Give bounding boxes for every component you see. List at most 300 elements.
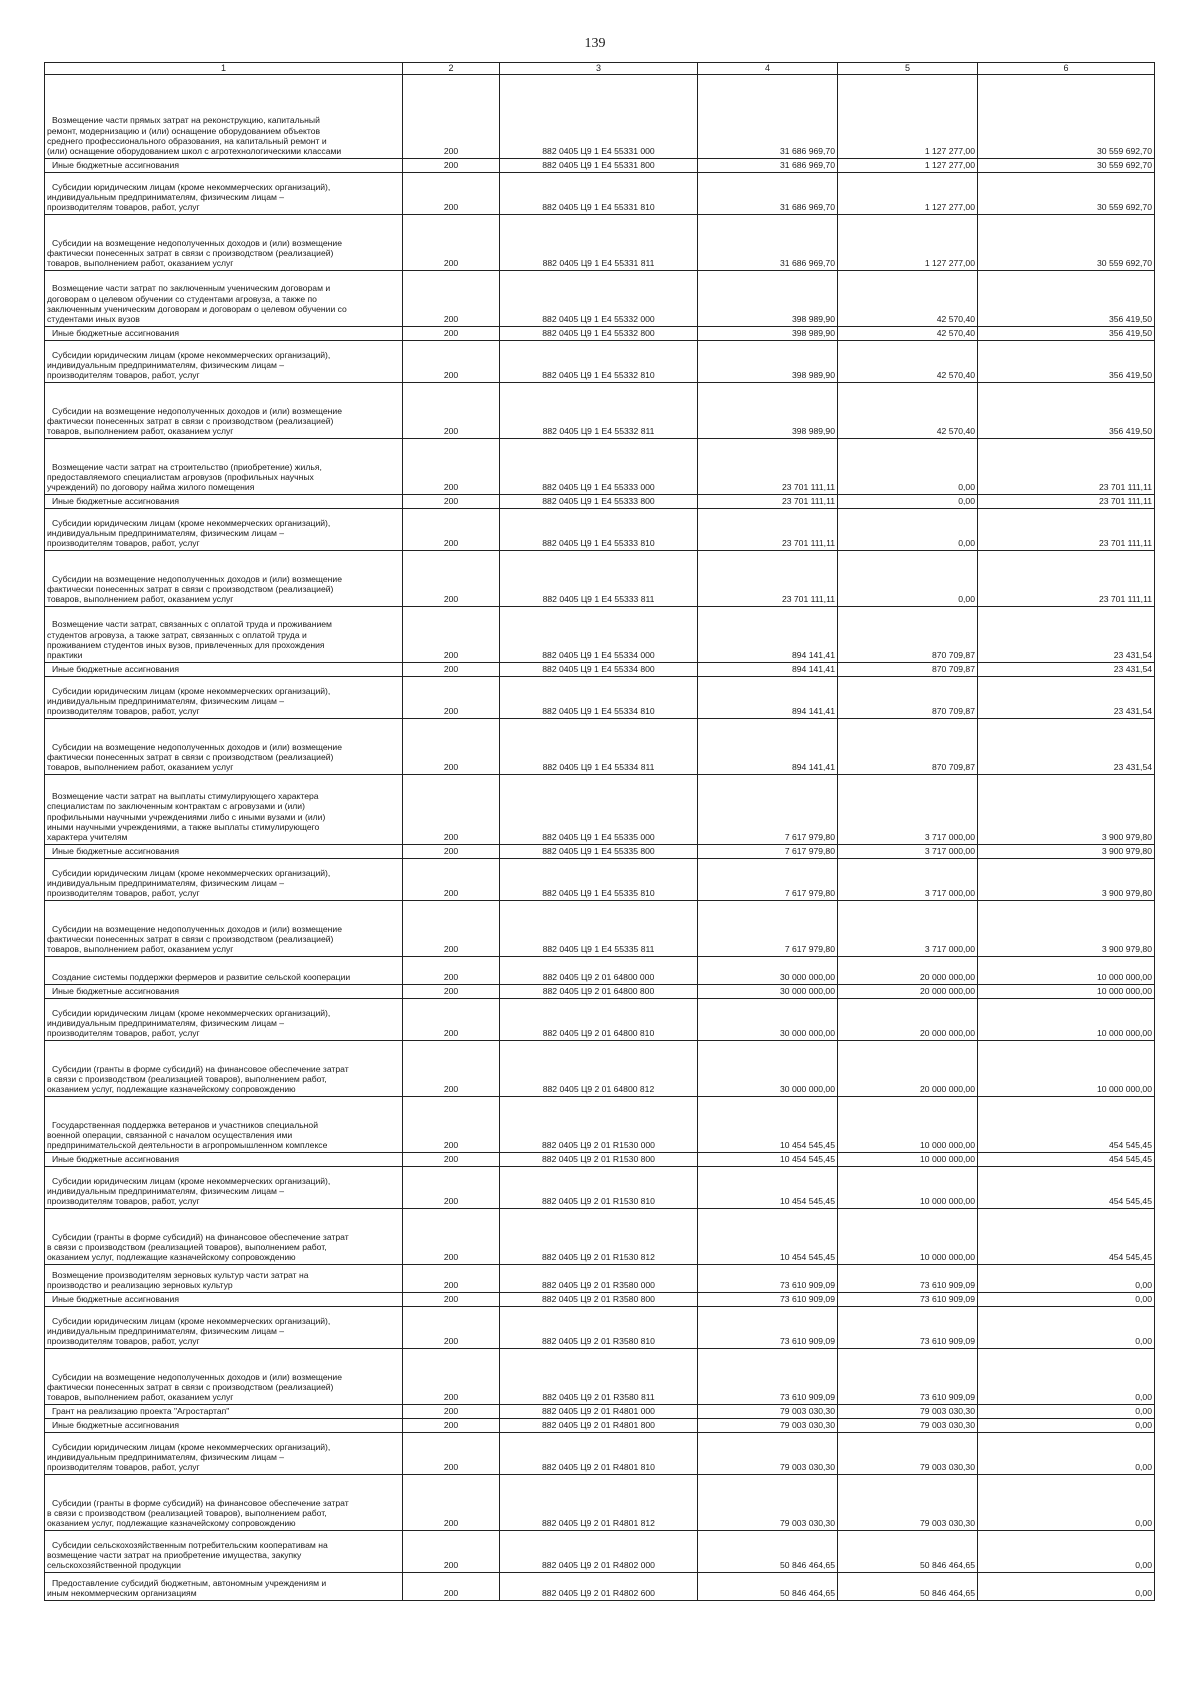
row-value-col6: 23 701 111,11: [978, 550, 1155, 606]
row-classification: 882 0405 Ц9 2 01 R4802 000: [500, 1530, 698, 1572]
row-name-line: Возмещение производителям зерновых культур части затрат на: [52, 1270, 309, 1280]
row-name-line: Субсидии юридическим лицам (кроме некоммерческих организаций),: [52, 1007, 331, 1018]
table-row: [45, 984, 1155, 998]
row-value-col4: 894 141,41: [698, 606, 838, 662]
row-name-line: индивидуальным предпринимателям, физическим лицам –: [47, 878, 285, 888]
row-code: 200: [403, 774, 500, 844]
column-number-row: [45, 63, 1155, 75]
row-name: [45, 270, 403, 326]
row-name-line: студентов агровуза, а также затрат, связанных с оплатой труда и: [47, 629, 307, 640]
row-value-col5: 73 610 909,09: [838, 1292, 978, 1306]
row-value-col4: 7 617 979,80: [698, 900, 838, 956]
row-name-line: студентами иных вузов: [47, 314, 140, 325]
table-row: [45, 74, 1155, 158]
row-name-line: производителям товаров, работ, услуг: [47, 1028, 200, 1039]
row-code: 200: [403, 382, 500, 438]
row-classification: 882 0405 Ц9 2 01 64800 812: [500, 1040, 698, 1096]
row-name-line: проживанием студентов иных вузов, привлеченных для прохождения: [47, 640, 325, 650]
row-value-col6: 23 701 111,11: [978, 508, 1155, 550]
row-name: [45, 956, 403, 984]
row-name-line: в связи с производством (реализацией товаров), выполнением работ,: [47, 1508, 327, 1518]
row-code: 200: [403, 158, 500, 172]
row-classification: 882 0405 Ц9 2 01 R3580 800: [500, 1292, 698, 1306]
row-name-line: Субсидии юридическим лицам (кроме некоммерческих организаций),: [52, 517, 331, 528]
column-header-3: 3: [500, 63, 698, 75]
row-code: 200: [403, 1306, 500, 1348]
row-classification: 882 0405 Ц9 1 Е4 55334 800: [500, 662, 698, 676]
row-value-col6: 23 701 111,11: [978, 494, 1155, 508]
page-number: 139: [584, 36, 606, 51]
row-classification: 882 0405 Ц9 2 01 R3580 000: [500, 1264, 698, 1292]
row-value-col6: 0,00: [978, 1432, 1155, 1474]
row-name-line: фактически понесенных затрат в связи с производством (реализацией): [47, 752, 334, 762]
row-value-col6: 23 431,54: [978, 676, 1155, 718]
row-name-line: иными научными учреждениями, а также выплаты стимулирующего: [47, 822, 320, 832]
row-name: [45, 844, 403, 858]
row-name-line: производителям товаров, работ, услуг: [47, 1336, 200, 1347]
row-classification: 882 0405 Ц9 2 01 R3580 811: [500, 1348, 698, 1404]
table-row: [45, 956, 1155, 984]
row-value-col5: 20 000 000,00: [838, 956, 978, 984]
row-classification: 882 0405 Ц9 2 01 R1530 800: [500, 1152, 698, 1166]
row-name: [45, 1040, 403, 1096]
row-code: 200: [403, 74, 500, 158]
row-value-col6: 10 000 000,00: [978, 998, 1155, 1040]
row-name-line: фактически понесенных затрат в связи с производством (реализацией): [47, 416, 334, 426]
row-code: 200: [403, 1292, 500, 1306]
row-value-col4: 79 003 030,30: [698, 1418, 838, 1432]
row-name: [45, 172, 403, 214]
row-value-col6: 0,00: [978, 1348, 1155, 1404]
row-classification: 882 0405 Ц9 1 Е4 55335 811: [500, 900, 698, 956]
row-name: [45, 606, 403, 662]
row-name: [45, 1152, 403, 1166]
row-code: 200: [403, 900, 500, 956]
table-row: [45, 1292, 1155, 1306]
row-name-line: производителям товаров, работ, услуг: [47, 888, 200, 899]
row-name: [45, 858, 403, 900]
row-name: [45, 1292, 403, 1306]
row-value-col5: 1 127 277,00: [838, 214, 978, 270]
row-name-line: товаров, выполнением работ, оказанием услуг: [47, 594, 234, 605]
table-row: [45, 1348, 1155, 1404]
row-value-col5: 870 709,87: [838, 718, 978, 774]
row-name: [45, 382, 403, 438]
table-body: [45, 74, 1155, 1600]
row-value-col6: 454 545,45: [978, 1208, 1155, 1264]
row-code: 200: [403, 1530, 500, 1572]
row-classification: 882 0405 Ц9 1 Е4 55331 811: [500, 214, 698, 270]
row-name-line: индивидуальным предпринимателям, физическим лицам –: [47, 192, 285, 202]
row-name-line: Возмещение части прямых затрат на реконструкцию, капитальный: [52, 115, 320, 126]
row-classification: 882 0405 Ц9 2 01 R4801 000: [500, 1404, 698, 1418]
row-name-line: Субсидии на возмещение недополученных доходов и (или) возмещение: [52, 237, 342, 248]
row-code: 200: [403, 1572, 500, 1600]
row-name-line: Иные бюджетные ассигнования: [52, 496, 180, 507]
row-value-col6: 10 000 000,00: [978, 956, 1155, 984]
row-code: 200: [403, 1404, 500, 1418]
row-value-col4: 30 000 000,00: [698, 1040, 838, 1096]
row-name-line: Субсидии юридическим лицам (кроме некоммерческих организаций),: [52, 685, 331, 696]
row-value-col5: 10 000 000,00: [838, 1166, 978, 1208]
row-value-col4: 31 686 969,70: [698, 74, 838, 158]
row-classification: 882 0405 Ц9 1 Е4 55333 800: [500, 494, 698, 508]
row-name: [45, 494, 403, 508]
table-row: [45, 1264, 1155, 1292]
row-value-col5: 20 000 000,00: [838, 984, 978, 998]
row-value-col4: 23 701 111,11: [698, 438, 838, 494]
row-name-line: фактически понесенных затрат в связи с производством (реализацией): [47, 1382, 334, 1392]
row-name-line: товаров, выполнением работ, оказанием услуг: [47, 426, 234, 437]
row-code: 200: [403, 494, 500, 508]
row-value-col4: 10 454 545,45: [698, 1096, 838, 1152]
row-value-col5: 3 717 000,00: [838, 900, 978, 956]
column-header-1: 1: [45, 63, 403, 75]
row-value-col6: 30 559 692,70: [978, 74, 1155, 158]
row-name: [45, 1096, 403, 1152]
table-row: [45, 900, 1155, 956]
row-name-line: Субсидии юридическим лицам (кроме некоммерческих организаций),: [52, 349, 331, 360]
row-value-col4: 73 610 909,09: [698, 1264, 838, 1292]
row-classification: 882 0405 Ц9 2 01 R1530 812: [500, 1208, 698, 1264]
row-value-col4: 50 846 464,65: [698, 1572, 838, 1600]
row-name-line: Субсидии юридическим лицам (кроме некоммерческих организаций),: [52, 1441, 331, 1452]
row-name-line: Субсидии юридическим лицам (кроме некоммерческих организаций),: [52, 181, 331, 192]
row-name-line: Возмещение части затрат, связанных с оплатой труда и проживанием: [52, 619, 332, 630]
row-code: 200: [403, 662, 500, 676]
row-value-col6: 454 545,45: [978, 1166, 1155, 1208]
row-value-col4: 31 686 969,70: [698, 172, 838, 214]
row-classification: 882 0405 Ц9 1 Е4 55332 800: [500, 326, 698, 340]
row-name-line: Иные бюджетные ассигнования: [52, 1420, 180, 1431]
table-row: [45, 508, 1155, 550]
table-row: [45, 774, 1155, 844]
row-value-col4: 23 701 111,11: [698, 494, 838, 508]
row-value-col5: 10 000 000,00: [838, 1208, 978, 1264]
row-code: 200: [403, 606, 500, 662]
row-classification: 882 0405 Ц9 1 Е4 55334 811: [500, 718, 698, 774]
row-code: 200: [403, 1264, 500, 1292]
row-name: [45, 984, 403, 998]
row-name-line: Субсидии юридическим лицам (кроме некоммерческих организаций),: [52, 867, 331, 878]
row-code: 200: [403, 858, 500, 900]
row-name-line: Государственная поддержка ветеранов и участников специальной: [52, 1119, 319, 1130]
row-name: [45, 1264, 403, 1292]
row-value-col6: 0,00: [978, 1306, 1155, 1348]
table-row: [45, 1530, 1155, 1572]
row-name-line: Субсидии юридическим лицам (кроме некоммерческих организаций),: [52, 1175, 331, 1186]
row-name: [45, 998, 403, 1040]
row-classification: 882 0405 Ц9 1 Е4 55331 800: [500, 158, 698, 172]
row-name-line: Иные бюджетные ассигнования: [52, 986, 180, 997]
budget-table: [44, 62, 1155, 1601]
row-value-col4: 79 003 030,30: [698, 1404, 838, 1418]
row-code: 200: [403, 172, 500, 214]
row-name: [45, 326, 403, 340]
row-name-line: ремонт, модернизацию и (или) оснащение оборудованием объектов: [47, 125, 321, 136]
row-name-line: оказанием услуг, подлежащие казначейскому сопровождению: [47, 1518, 296, 1529]
column-header-2: 2: [403, 63, 500, 75]
row-name-line: Иные бюджетные ассигнования: [52, 846, 180, 857]
row-value-col4: 894 141,41: [698, 676, 838, 718]
column-header-6: 6: [978, 63, 1155, 75]
row-code: 200: [403, 676, 500, 718]
row-name-line: Субсидии (гранты в форме субсидий) на финансовое обеспечение затрат: [52, 1231, 349, 1242]
row-value-col4: 79 003 030,30: [698, 1432, 838, 1474]
row-name-line: среднего профессионального образования, на капитальный ремонт и: [47, 136, 327, 146]
row-value-col5: 42 570,40: [838, 270, 978, 326]
row-value-col5: 870 709,87: [838, 606, 978, 662]
row-name: [45, 550, 403, 606]
row-name-line: индивидуальным предпринимателям, физическим лицам –: [47, 696, 285, 706]
row-classification: 882 0405 Ц9 2 01 R4801 800: [500, 1418, 698, 1432]
row-classification: 882 0405 Ц9 1 Е4 55332 811: [500, 382, 698, 438]
row-value-col5: 79 003 030,30: [838, 1432, 978, 1474]
row-value-col6: 356 419,50: [978, 382, 1155, 438]
row-name: [45, 1208, 403, 1264]
row-value-col5: 10 000 000,00: [838, 1152, 978, 1166]
row-code: 200: [403, 1096, 500, 1152]
row-code: 200: [403, 438, 500, 494]
table-row: [45, 1208, 1155, 1264]
row-classification: 882 0405 Ц9 1 Е4 55332 000: [500, 270, 698, 326]
row-name: [45, 1432, 403, 1474]
table-row: [45, 340, 1155, 382]
row-name-line: Субсидии на возмещение недополученных доходов и (или) возмещение: [52, 741, 342, 752]
table-row: [45, 718, 1155, 774]
row-value-col4: 23 701 111,11: [698, 508, 838, 550]
row-name-line: Возмещение части затрат на выплаты стимулирующего характера: [52, 790, 319, 801]
row-value-col4: 31 686 969,70: [698, 214, 838, 270]
row-name-line: производителям товаров, работ, услуг: [47, 370, 200, 381]
table-row: [45, 1418, 1155, 1432]
row-value-col6: 0,00: [978, 1474, 1155, 1530]
row-name: [45, 158, 403, 172]
row-classification: 882 0405 Ц9 1 Е4 55335 810: [500, 858, 698, 900]
row-name-line: специалистам по заключенным контрактам с агровузами и (или): [47, 801, 305, 812]
row-name: [45, 508, 403, 550]
column-header-5: 5: [838, 63, 978, 75]
row-name: [45, 1306, 403, 1348]
row-value-col5: 0,00: [838, 494, 978, 508]
table-row: [45, 662, 1155, 676]
row-classification: 882 0405 Ц9 1 Е4 55334 810: [500, 676, 698, 718]
row-value-col5: 79 003 030,30: [838, 1474, 978, 1530]
row-value-col6: 454 545,45: [978, 1096, 1155, 1152]
row-code: 200: [403, 1166, 500, 1208]
table-row: [45, 1474, 1155, 1530]
row-name-line: индивидуальным предпринимателям, физическим лицам –: [47, 1018, 285, 1028]
row-value-col6: 3 900 979,80: [978, 900, 1155, 956]
table-row: [45, 1096, 1155, 1152]
row-value-col6: 356 419,50: [978, 340, 1155, 382]
row-value-col6: 10 000 000,00: [978, 984, 1155, 998]
row-name-line: товаров, выполнением работ, оказанием услуг: [47, 258, 234, 269]
row-classification: 882 0405 Ц9 2 01 R4801 810: [500, 1432, 698, 1474]
row-value-col6: 30 559 692,70: [978, 172, 1155, 214]
table-row: [45, 326, 1155, 340]
row-value-col4: 79 003 030,30: [698, 1474, 838, 1530]
row-name-line: заключенным ученическим договорам и договорам о целевом обучении со: [47, 304, 347, 314]
row-value-col5: 3 717 000,00: [838, 844, 978, 858]
row-value-col5: 1 127 277,00: [838, 158, 978, 172]
row-value-col6: 0,00: [978, 1418, 1155, 1432]
row-value-col6: 0,00: [978, 1404, 1155, 1418]
row-name-line: оказанием услуг, подлежащие казначейскому сопровождению: [47, 1252, 296, 1263]
table-row: [45, 1166, 1155, 1208]
row-value-col4: 73 610 909,09: [698, 1292, 838, 1306]
row-name-line: в связи с производством (реализацией товаров), выполнением работ,: [47, 1242, 327, 1252]
row-value-col5: 42 570,40: [838, 340, 978, 382]
row-name-line: производителям товаров, работ, услуг: [47, 202, 200, 213]
row-name-line: фактически понесенных затрат в связи с производством (реализацией): [47, 934, 334, 944]
row-name-line: товаров, выполнением работ, оказанием услуг: [47, 944, 234, 955]
row-value-col5: 870 709,87: [838, 676, 978, 718]
table-row: [45, 550, 1155, 606]
row-name: [45, 1474, 403, 1530]
row-value-col4: 7 617 979,80: [698, 844, 838, 858]
row-value-col4: 73 610 909,09: [698, 1306, 838, 1348]
row-value-col4: 30 000 000,00: [698, 984, 838, 998]
row-name-line: индивидуальным предпринимателям, физическим лицам –: [47, 528, 285, 538]
row-classification: 882 0405 Ц9 1 Е4 55333 000: [500, 438, 698, 494]
row-value-col6: 23 431,54: [978, 606, 1155, 662]
row-classification: 882 0405 Ц9 1 Е4 55335 000: [500, 774, 698, 844]
row-value-col5: 73 610 909,09: [838, 1348, 978, 1404]
row-name-line: фактически понесенных затрат в связи с производством (реализацией): [47, 584, 334, 594]
row-value-col5: 79 003 030,30: [838, 1404, 978, 1418]
row-value-col6: 0,00: [978, 1530, 1155, 1572]
row-name-line: оказанием услуг, подлежащие казначейскому сопровождению: [47, 1084, 296, 1095]
row-value-col6: 30 559 692,70: [978, 158, 1155, 172]
row-value-col5: 73 610 909,09: [838, 1306, 978, 1348]
column-header-4: 4: [698, 63, 838, 75]
row-name-line: иным некоммерческим организациям: [47, 1588, 197, 1599]
row-name-line: Субсидии на возмещение недополученных доходов и (или) возмещение: [52, 1371, 342, 1382]
row-code: 200: [403, 1418, 500, 1432]
table-row: [45, 606, 1155, 662]
row-name-line: Возмещение части затрат по заключенным ученическим договорам и: [52, 283, 331, 294]
table-row: [45, 270, 1155, 326]
row-name-line: производителям товаров, работ, услуг: [47, 706, 200, 717]
row-value-col4: 398 989,90: [698, 340, 838, 382]
row-value-col4: 398 989,90: [698, 270, 838, 326]
table-row: [45, 172, 1155, 214]
row-name-line: товаров, выполнением работ, оказанием услуг: [47, 1392, 234, 1403]
row-name-line: производителям товаров, работ, услуг: [47, 1462, 200, 1473]
row-code: 200: [403, 1474, 500, 1530]
row-classification: 882 0405 Ц9 2 01 64800 800: [500, 984, 698, 998]
row-name-line: Субсидии юридическим лицам (кроме некоммерческих организаций),: [52, 1315, 331, 1326]
table-header: [45, 63, 1155, 75]
row-name: [45, 438, 403, 494]
row-value-col4: 23 701 111,11: [698, 550, 838, 606]
table-row: [45, 1404, 1155, 1418]
row-value-col5: 3 717 000,00: [838, 858, 978, 900]
table-row: [45, 214, 1155, 270]
row-value-col5: 50 846 464,65: [838, 1572, 978, 1600]
row-code: 200: [403, 340, 500, 382]
row-name-line: Иные бюджетные ассигнования: [52, 1154, 180, 1165]
table-row: [45, 1152, 1155, 1166]
row-value-col4: 894 141,41: [698, 718, 838, 774]
row-name-line: Предоставление субсидий бюджетным, автономным учреждениям и: [52, 1578, 327, 1588]
row-name: [45, 1348, 403, 1404]
row-code: 200: [403, 1040, 500, 1096]
row-value-col6: 356 419,50: [978, 270, 1155, 326]
row-value-col6: 3 900 979,80: [978, 774, 1155, 844]
row-name: [45, 1404, 403, 1418]
row-name: [45, 340, 403, 382]
row-value-col4: 7 617 979,80: [698, 774, 838, 844]
row-name-line: индивидуальным предпринимателям, физическим лицам –: [47, 1326, 285, 1336]
row-code: 200: [403, 1432, 500, 1474]
row-value-col4: 894 141,41: [698, 662, 838, 676]
row-name-line: сельскохозяйственной продукции: [47, 1560, 181, 1571]
row-name-line: профильными научными учреждениями либо с иными вузами и (или): [47, 811, 326, 822]
row-value-col5: 20 000 000,00: [838, 1040, 978, 1096]
row-value-col5: 3 717 000,00: [838, 774, 978, 844]
row-value-col6: 454 545,45: [978, 1152, 1155, 1166]
row-value-col5: 0,00: [838, 438, 978, 494]
row-name-line: в связи с производством (реализацией товаров), выполнением работ,: [47, 1074, 327, 1084]
row-value-col4: 10 454 545,45: [698, 1208, 838, 1264]
row-name-line: производителям товаров, работ, услуг: [47, 538, 200, 549]
row-name: [45, 1572, 403, 1600]
row-name: [45, 662, 403, 676]
row-name: [45, 900, 403, 956]
row-code: 200: [403, 214, 500, 270]
row-value-col6: 3 900 979,80: [978, 844, 1155, 858]
table-row: [45, 1432, 1155, 1474]
row-name-line: Субсидии на возмещение недополученных доходов и (или) возмещение: [52, 923, 342, 934]
row-code: 200: [403, 1152, 500, 1166]
row-classification: 882 0405 Ц9 2 01 R1530 810: [500, 1166, 698, 1208]
row-name-line: Субсидии (гранты в форме субсидий) на финансовое обеспечение затрат: [52, 1497, 349, 1508]
row-name: [45, 718, 403, 774]
row-name: [45, 1418, 403, 1432]
row-value-col6: 23 431,54: [978, 662, 1155, 676]
row-value-col6: 23 431,54: [978, 718, 1155, 774]
row-name-line: учреждений) по договору найма жилого помещения: [47, 482, 255, 493]
table-row: [45, 676, 1155, 718]
row-name: [45, 774, 403, 844]
row-name-line: Создание системы поддержки фермеров и развитие сельской кооперации: [52, 972, 351, 983]
row-name-line: предоставляемого специалистам агровузов (профильных научных: [47, 472, 314, 482]
row-code: 200: [403, 956, 500, 984]
row-name-line: фактически понесенных затрат в связи с производством (реализацией): [47, 248, 334, 258]
row-name-line: индивидуальным предпринимателям, физическим лицам –: [47, 1186, 285, 1196]
row-name-line: Субсидии на возмещение недополученных доходов и (или) возмещение: [52, 573, 342, 584]
row-classification: 882 0405 Ц9 1 Е4 55333 811: [500, 550, 698, 606]
row-name-line: (или) оснащение оборудованием школ с агротехнологическими классами: [47, 146, 342, 157]
row-name-line: индивидуальным предпринимателям, физическим лицам –: [47, 1452, 285, 1462]
row-value-col5: 42 570,40: [838, 326, 978, 340]
row-name: [45, 214, 403, 270]
row-value-col6: 23 701 111,11: [978, 438, 1155, 494]
row-value-col4: 398 989,90: [698, 382, 838, 438]
row-value-col5: 42 570,40: [838, 382, 978, 438]
row-value-col5: 1 127 277,00: [838, 74, 978, 158]
row-code: 200: [403, 508, 500, 550]
table-row: [45, 844, 1155, 858]
row-classification: 882 0405 Ц9 2 01 64800 000: [500, 956, 698, 984]
row-name-line: Субсидии сельскохозяйственным потребительским кооперативам на: [52, 1539, 328, 1550]
row-name-line: Иные бюджетные ассигнования: [52, 328, 180, 339]
row-classification: 882 0405 Ц9 1 Е4 55334 000: [500, 606, 698, 662]
row-name-line: товаров, выполнением работ, оказанием услуг: [47, 762, 234, 773]
row-code: 200: [403, 1208, 500, 1264]
